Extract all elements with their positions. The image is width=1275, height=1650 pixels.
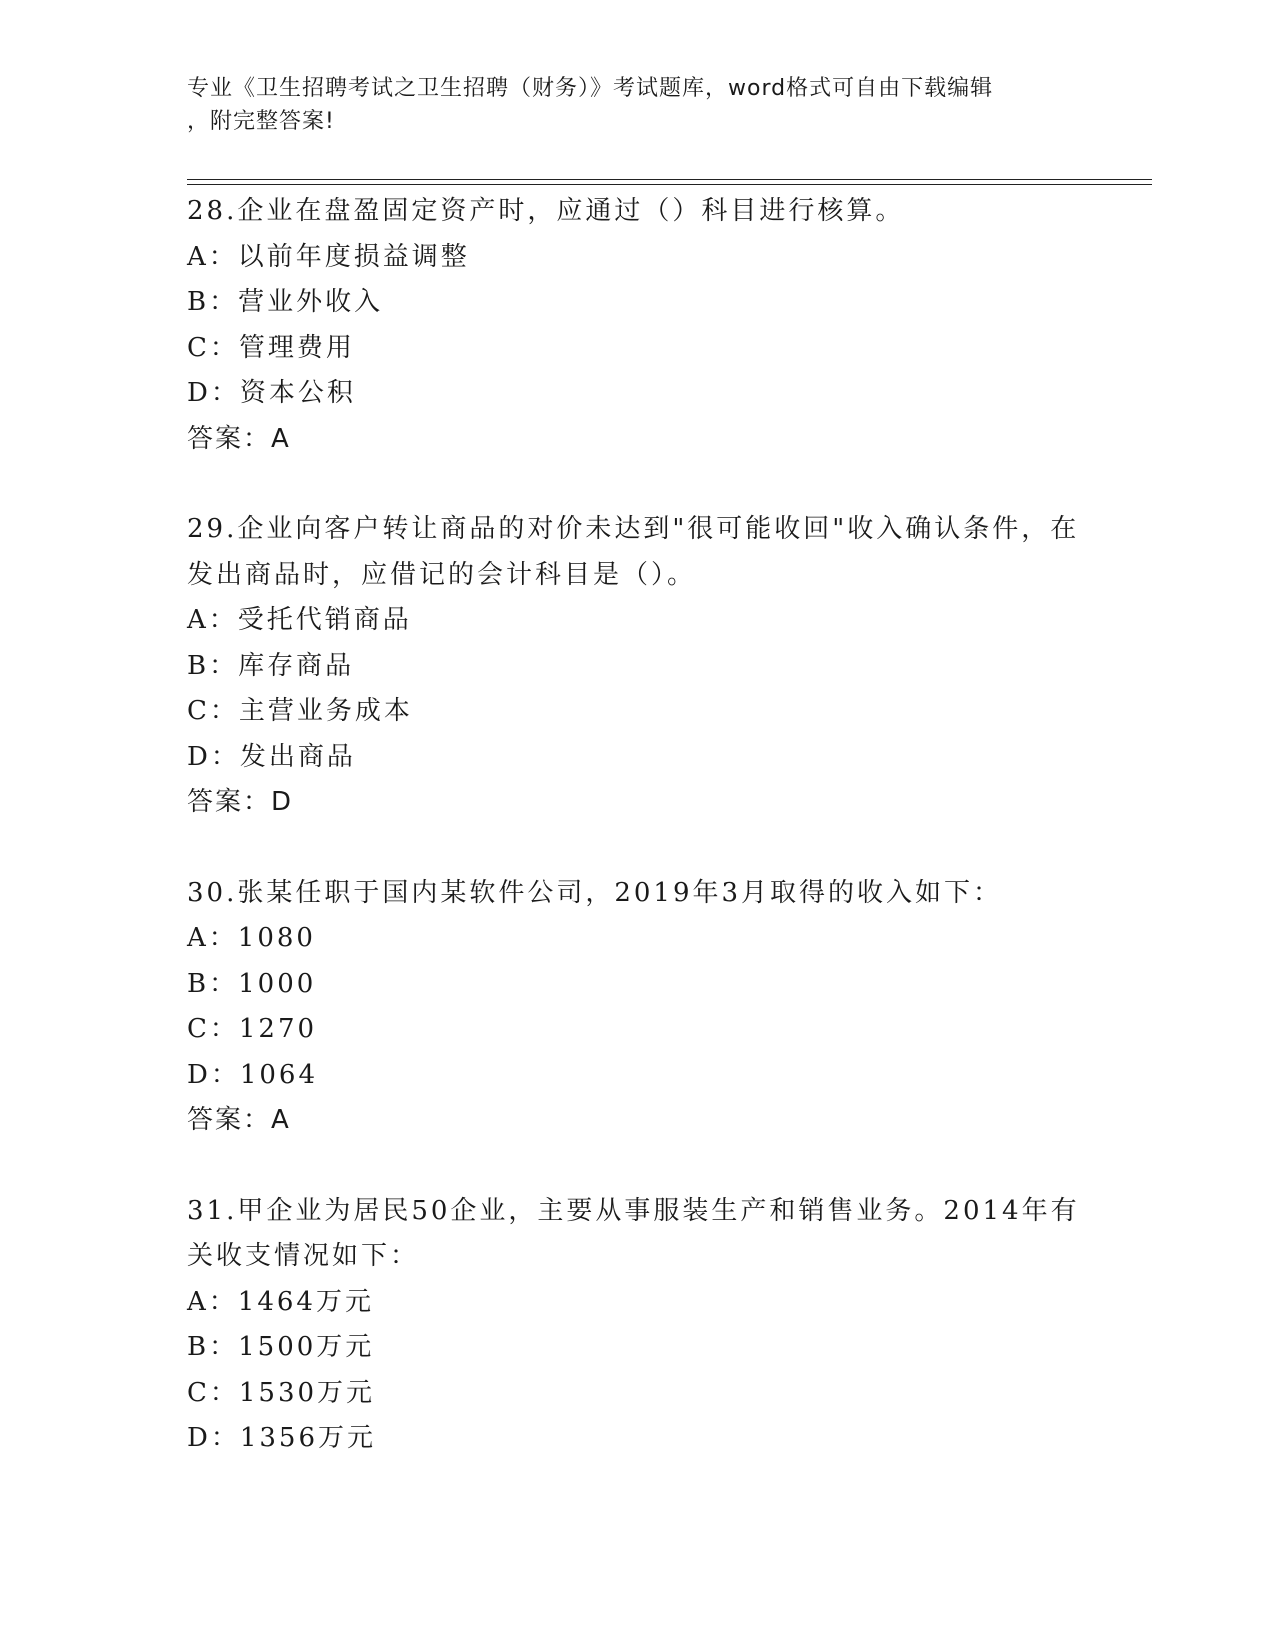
option-a: A：1080 xyxy=(187,923,316,953)
option-c: C：主营业务成本 xyxy=(187,696,413,726)
header-line-1: 专业《卫生招聘考试之卫生招聘（财务）》考试题库，word格式可自由下载编辑 xyxy=(187,76,994,101)
option-c: C：1270 xyxy=(187,1014,318,1044)
header-divider-bottom xyxy=(187,184,1152,185)
option-a: A：以前年度损益调整 xyxy=(187,241,470,272)
option-d: D：资本公积 xyxy=(187,378,356,408)
option-a: A：1464万元 xyxy=(187,1286,374,1317)
option-c: C：管理费用 xyxy=(187,332,355,363)
option-b: B：库存商品 xyxy=(187,650,355,681)
header-divider-top xyxy=(187,179,1152,180)
option-d: D：1064 xyxy=(187,1059,319,1090)
answer-text: 答案：A xyxy=(187,1105,291,1135)
question-list xyxy=(187,189,1080,1507)
option-b: B：营业外收入 xyxy=(187,287,384,317)
option-b: B：1000 xyxy=(187,968,317,999)
question-stem: 28.企业在盘盈固定资产时，应通过（）科目进行核算。 xyxy=(187,196,905,226)
question-31 xyxy=(187,1189,1080,1462)
question-28 xyxy=(187,189,1067,462)
option-d: D：1356万元 xyxy=(187,1423,377,1453)
answer-text: 答案：D xyxy=(187,787,294,817)
question-29 xyxy=(187,507,1080,826)
option-b: B：1500万元 xyxy=(187,1332,375,1362)
option-c: C：1530万元 xyxy=(187,1377,376,1408)
header-line-2: ，附完整答案! xyxy=(187,109,335,134)
question-stem-line-2: 发出商品时，应借记的会计科目是（）。 xyxy=(187,559,697,590)
question-stem: 30.张某任职于国内某软件公司，2019年3月取得的收入如下： xyxy=(187,877,1003,908)
option-a: A：受托代销商品 xyxy=(187,605,412,635)
document-header xyxy=(187,72,1087,138)
answer-text: 答案：A xyxy=(187,423,291,454)
question-stem-line-2: 关收支情况如下： xyxy=(187,1241,420,1271)
option-d: D：发出商品 xyxy=(187,741,356,772)
question-stem-line-1: 29.企业向客户转让商品的对价未达到"很可能收回"收入确认条件，在 xyxy=(187,514,1080,544)
question-stem-line-1: 31.甲企业为居民50企业，主要从事服装生产和销售业务。2014年有 xyxy=(187,1195,1080,1226)
question-30 xyxy=(187,871,1067,1144)
